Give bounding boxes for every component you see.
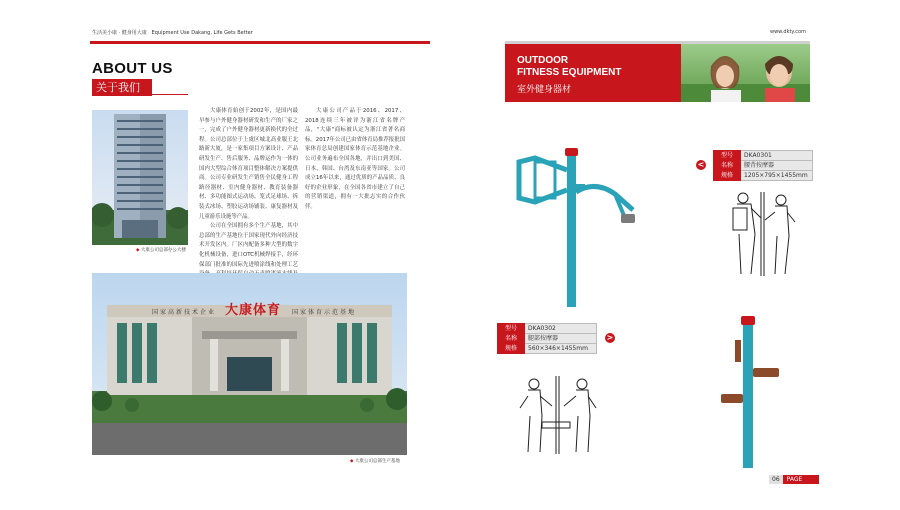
about-title-rule — [152, 94, 188, 95]
building-sign-left: 国家高新技术企业 — [152, 309, 217, 316]
headquarters-building-photo — [92, 110, 188, 245]
about-title-cn-box — [92, 79, 152, 96]
tagline-cn: 生活美小康 · 健身用大康 — [92, 30, 147, 36]
waist-back-massager-image — [505, 140, 655, 310]
photo2-caption: ◆ 大康公司总部生产基地 — [350, 459, 400, 464]
page-label: PAGE — [783, 475, 819, 484]
banner-line1: OUTDOOR — [517, 55, 569, 66]
spec-row-model: 型号 DKA0302 — [498, 324, 597, 334]
banner-line2: FITNESS EQUIPMENT — [517, 67, 622, 78]
banner-line3: 室外健身器材 — [517, 85, 572, 95]
photo2-caption-text: 大康公司总部生产基地 — [354, 459, 400, 464]
production-base-photo — [92, 273, 407, 455]
leg-massager-usage-drawing — [512, 372, 602, 457]
photo1-caption-text: 大康公司总部办公大楼 — [140, 248, 186, 253]
photo1-caption: ◆ 大康公司总部办公大楼 — [136, 248, 186, 253]
spec-row-size: 规格 1205×795×1455mm — [714, 171, 813, 181]
page-number: 06 — [769, 475, 783, 484]
spec-row-size: 规格 560×346×1455mm — [498, 344, 597, 354]
about-paragraph-3: 大康公司产品于2016、2017、2018连续三年被评为浙江省名牌产品，"大康"商标被认定为浙江省著名商标。2017年公司已由省体育局推荐报批国家体育总局创建国家体育示范基地企业。公司业务遍布全国各地，并出口到美国、日本、韩国、台湾及东南亚等国家。公司成立16年以来，通过优质的产品品质、良好的企业形象，在全国各省市建立了自己的营销渠道，拥有一大批志实的合作伙伴。 — [305, 108, 405, 210]
page-footer — [769, 475, 819, 484]
spec-row-name: 名称 腰背按摩器 — [714, 161, 813, 171]
about-column-2 — [305, 107, 405, 213]
banner-people-photo — [681, 44, 810, 102]
spec-row-model: 型号 DKA0301 — [714, 151, 813, 161]
spec-row-name: 名称 腿部按摩器 — [498, 334, 597, 344]
about-paragraph-2: 公司在全国拥有多个生产基地，其中总部的生产基地位于国家现代外向经济技术开发区内。厂区内配备多种大型的数字化机械设备，进口OTC机械焊接手，经环保部门批准的国际先进喷涂线和处理工艺 — [199, 223, 298, 268]
building-sign-right: 国家体育示范基地 — [292, 309, 357, 316]
waist-back-massager-usage-drawing — [715, 188, 800, 278]
tagline-en: Equipment Use Dakang, Life Gets Better — [151, 30, 253, 36]
about-paragraph-1: 大康体育始创于2002年，是国内最早参与户外健身器材研发和生产的厂家之一，完成了户外健身器材更新换代的全过程。公司总部位于上虞区城北高业服王北路新大厦，是一家集项目方案设计、产品研发生产、售后服务、品牌运作为一体的国内大型综合体育项目整体解决方案提供商。公司专业研发生产销售全民健身工程路径器材、室内健身器材、教育装备器材、多功能图式运动场、笼式足球场、拆装式冰场、塑胶运动场铺装、康复器材及儿童游乐设施等产品。 — [199, 108, 298, 220]
product-spec-table-1 — [713, 150, 813, 181]
about-title-en: ABOUT US — [92, 60, 173, 77]
product-spec-table-2 — [497, 323, 597, 354]
prev-arrow-icon[interactable]: < — [697, 160, 705, 169]
about-title-cn: 关于我们 — [96, 81, 140, 94]
outdoor-banner — [505, 44, 681, 102]
header-rule-left — [90, 41, 430, 44]
next-arrow-icon[interactable]: > — [606, 333, 614, 342]
website-url: www.dkty.com — [770, 29, 806, 35]
about-column-1 — [199, 107, 298, 290]
header-tagline-left — [92, 29, 253, 36]
building-sign-brand: 大康体育 — [225, 303, 282, 318]
leg-massager-image — [715, 310, 785, 470]
